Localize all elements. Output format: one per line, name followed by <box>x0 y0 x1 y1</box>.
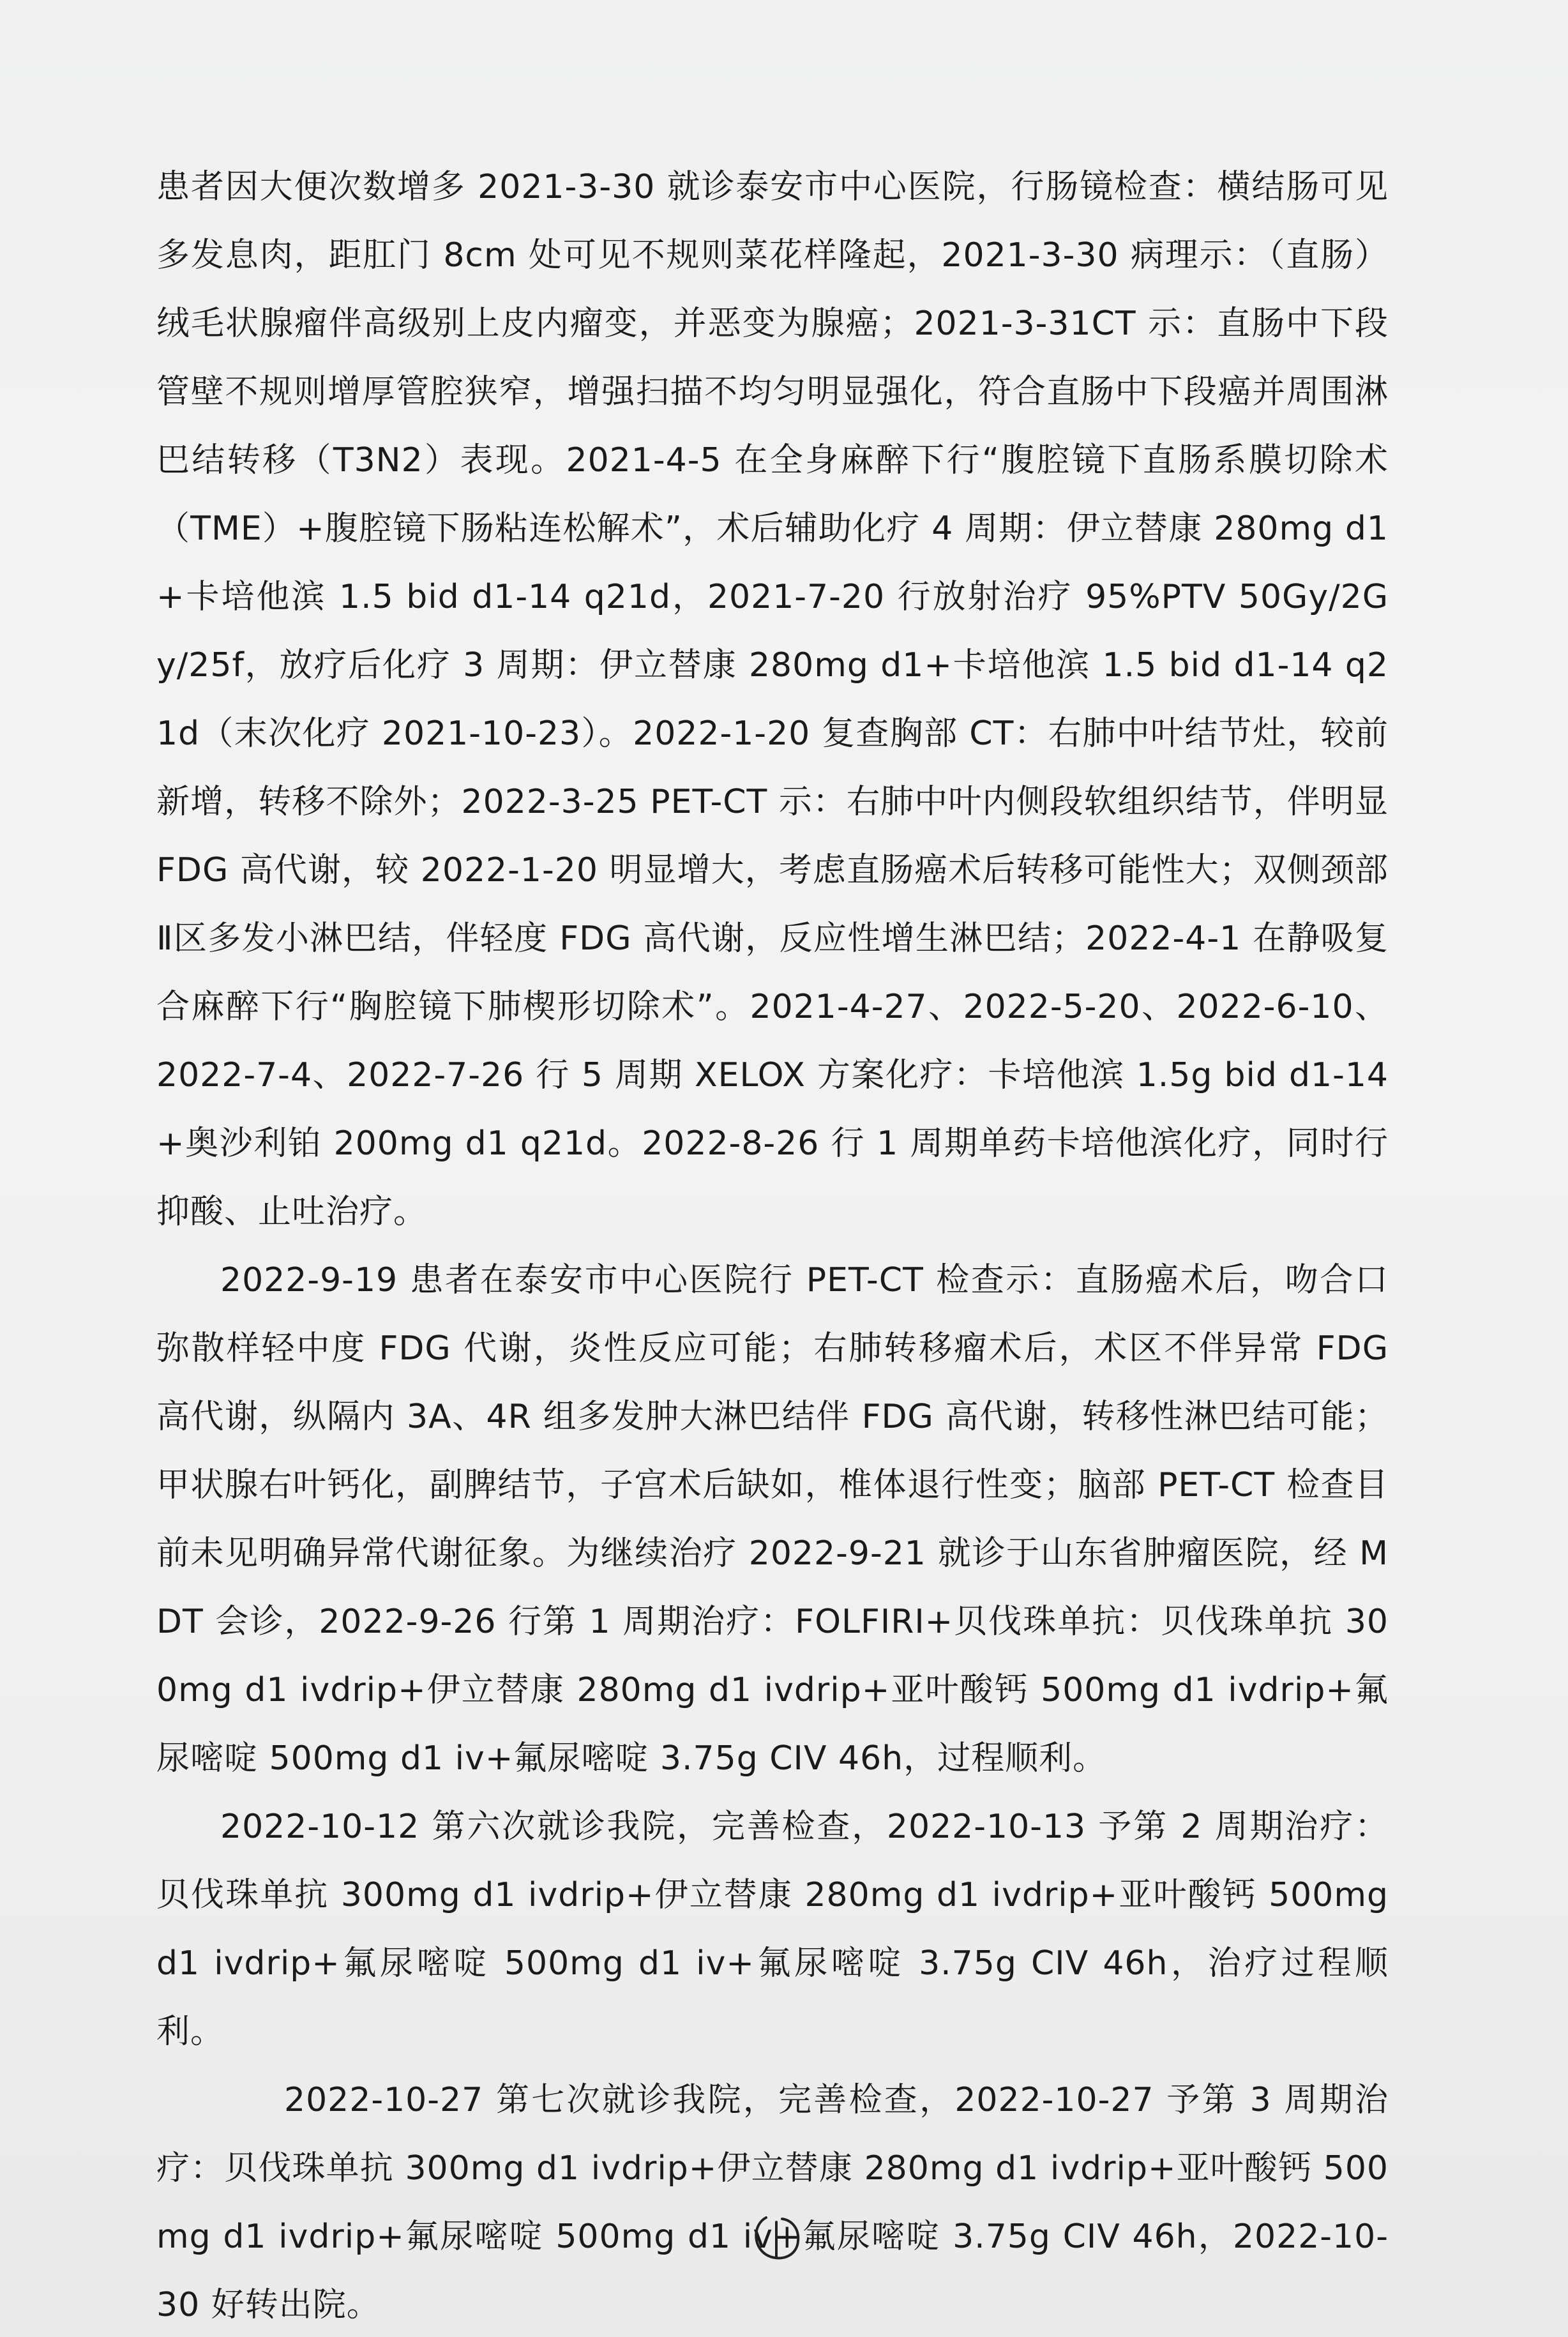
paragraph-pet-ct-2022-9-19: 2022-9-19 患者在泰安市中心医院行 PET-CT 检查示：直肠癌术后，吻合口弥散样轻中度 FDG 代谢，炎性反应可能；右肺转移瘤术后，术区不伴异常 FDG 高代谢，纵隔内 3A、4R 组多发肿大淋巴结伴 FDG 高代谢，转移性淋巴结可能；甲状腺右叶钙化，副脾结节，子宫术后缺如，椎体退行性变；脑部 PET-CT 检查目前未见明确异常代谢征象。为继续治疗 2022-9-21 就诊于山东省肿瘤医院，经 MDT 会诊，2022-9-26 行第 1 周期治疗：FOLFIRI+贝伐珠单抗：贝伐珠单抗 300mg d1 ivdrip+伊立替康 280mg d1 ivdrip+亚叶酸钙 500mg d1 ivdrip+氟尿嘧啶 500mg d1 iv+氟尿嘧啶 3.75g CIV 46h，过程顺利。 <box>156 1261 1389 1778</box>
document-body <box>156 153 1389 2337</box>
paragraph-visit-2022-10-12: 2022-10-12 第六次就诊我院，完善检查，2022-10-13 予第 2 周期治疗：贝伐珠单抗 300mg d1 ivdrip+伊立替康 280mg d1 ivdrip+亚叶酸钙 500mg d1 ivdrip+氟尿嘧啶 500mg d1 iv+氟尿嘧啶 3.75g CIV 46h，治疗过程顺利。 <box>156 1808 1389 2051</box>
paragraph-visit-2022-10-27: 2022-10-27 第七次就诊我院，完善检查，2022-10-27 予第 3 周期治疗：贝伐珠单抗 300mg d1 ivdrip+伊立替康 280mg d1 ivdrip+亚叶酸钙 500mg d1 ivdrip+氟尿嘧啶 500mg d1 iv+氟尿嘧啶 3.75g CIV 46h，2022-10-30 好转出院。 <box>156 2081 1389 2324</box>
paragraph-history: 患者因大便次数增多 2021-3-30 就诊泰安市中心医院，行肠镜检查：横结肠可见多发息肉，距肛门 8cm 处可见不规则菜花样隆起，2021-3-30 病理示：（直肠）绒毛状腺瘤伴高级别上皮内瘤变，并恶变为腺癌；2021-3-31CT 示：直肠中下段管壁不规则增厚管腔狭窄，增强扫描不均匀明显强化，符合直肠中下段癌并周围淋巴结转移（T3N2）表现。2021-4-5 在全身麻醉下行“腹腔镜下直肠系膜切除术（TME）+腹腔镜下肠粘连松解术”，术后辅助化疗 4 周期：伊立替康 280mg d1+卡培他滨 1.5 bid d1-14 q21d，2021-7-20 行放射治疗 95%PTV 50Gy/2Gy/25f，放疗后化疗 3 周期：伊立替康 280mg d1+卡培他滨 1.5 bid d1-14 q21d（末次化疗 2021-10-23）。2022-1-20 复查胸部 CT：右肺中叶结节灶，较前新增，转移不除外；2022-3-25 PET-CT 示：右肺中叶内侧段软组织结节，伴明显 FDG 高代谢，较 2022-1-20 明显增大，考虑直肠癌术后转移可能性大；双侧颈部Ⅱ区多发小淋巴结，伴轻度 FDG 高代谢，反应性增生淋巴结；2022-4-1 在静吸复合麻醉下行“胸腔镜下肺楔形切除术”。2021-4-27、2022-5-20、2022-6-10、2022-7-4、2022-7-26 行 5 周期 XELOX 方案化疗：卡培他滨 1.5g bid d1-14+奥沙利铂 200mg d1 q21d。2022-8-26 行 1 周期单药卡培他滨化疗，同时行抑酸、止吐治疗。 <box>156 168 1389 1231</box>
handwritten-page-number <box>747 2206 804 2264</box>
